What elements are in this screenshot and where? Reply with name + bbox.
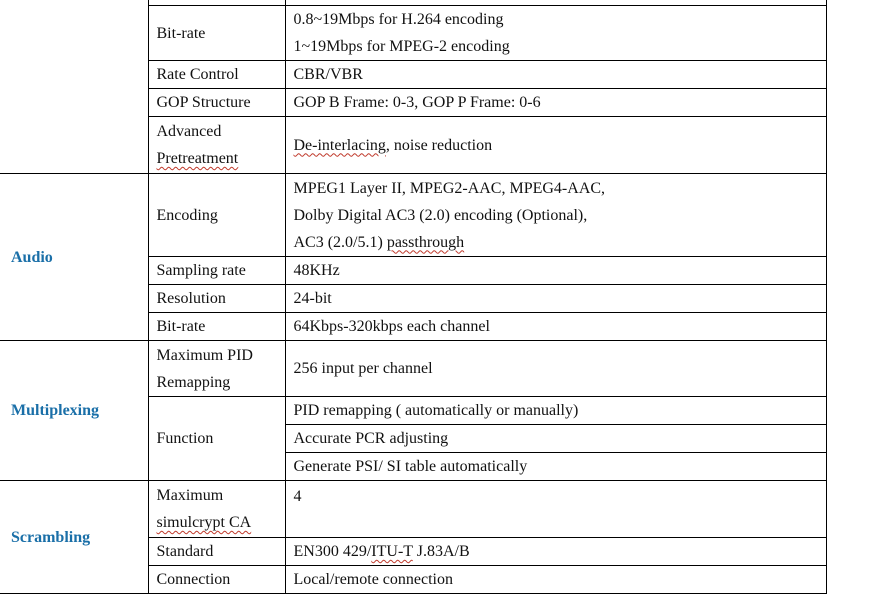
value-line: 0.8~19Mbps for H.264 encoding — [293, 11, 504, 28]
row-label: GOP Structure — [148, 89, 285, 117]
row-label: Bit-rate — [148, 313, 285, 341]
table-row — [0, 174, 826, 257]
row-value — [285, 538, 826, 566]
row-value: 4 — [285, 481, 826, 538]
label-line: Maximum — [156, 487, 224, 504]
value-line — [294, 229, 818, 256]
row-label: Rate Control — [148, 61, 285, 89]
value-line: Dolby Digital AC3 (2.0) encoding (Optional), — [293, 206, 588, 224]
scrambling-category: Scrambling — [0, 481, 148, 594]
row-value: GOP B Frame: 0-3, GOP P Frame: 0-6 — [285, 89, 826, 117]
value-line: 1~19Mbps for MPEG-2 encoding — [293, 38, 510, 55]
row-label — [148, 341, 285, 397]
row-label: Resolution — [148, 285, 285, 313]
row-value — [285, 117, 826, 174]
value-text: De-interlacing — [293, 136, 386, 154]
row-label: Encoding — [148, 174, 285, 257]
table-row — [0, 481, 826, 538]
label-line: simulcrypt CA — [156, 514, 252, 531]
row-label — [148, 117, 285, 174]
row-value: 256 input per channel — [285, 341, 826, 397]
row-label: Bit-rate — [148, 6, 285, 61]
row-value — [285, 174, 826, 257]
row-label — [148, 481, 285, 538]
label-line: Advanced — [156, 123, 222, 140]
row-value: CBR/VBR — [285, 61, 826, 89]
multiplexing-category: Multiplexing — [0, 341, 148, 481]
row-value — [285, 6, 826, 61]
row-value: 64Kbps-320kbps each channel — [285, 313, 826, 341]
value-text: J.83A/B — [412, 543, 470, 560]
row-label: Standard — [148, 538, 285, 566]
row-value: Accurate PCR adjusting — [285, 425, 826, 453]
row-value: Local/remote connection — [285, 566, 826, 594]
value-text: passthrough — [386, 233, 465, 251]
video-category-cell — [0, 0, 148, 174]
row-value: Generate PSI/ SI table automatically — [285, 453, 826, 481]
row-value: 48KHz — [285, 257, 826, 285]
label-line: Pretreatment — [156, 150, 239, 167]
value-text: EN300 429/ — [293, 543, 372, 560]
row-value: 24-bit — [285, 285, 826, 313]
table-row — [0, 341, 826, 397]
row-label: Connection — [148, 566, 285, 594]
row-value: PID remapping ( automatically or manually) — [285, 397, 826, 425]
row-label: Function — [148, 397, 285, 481]
value-text: ITU-T — [371, 543, 413, 560]
audio-category: Audio — [0, 174, 148, 341]
row-label: Sampling rate — [148, 257, 285, 285]
value-text: , noise reduction — [385, 136, 493, 154]
label-line: Remapping — [156, 373, 231, 391]
value-text: AC3 (2.0/5.1) — [293, 233, 387, 251]
label-line: Maximum PID — [156, 346, 253, 364]
value-line: MPEG1 Layer II, MPEG2-AAC, MPEG4-AAC, — [293, 179, 606, 197]
